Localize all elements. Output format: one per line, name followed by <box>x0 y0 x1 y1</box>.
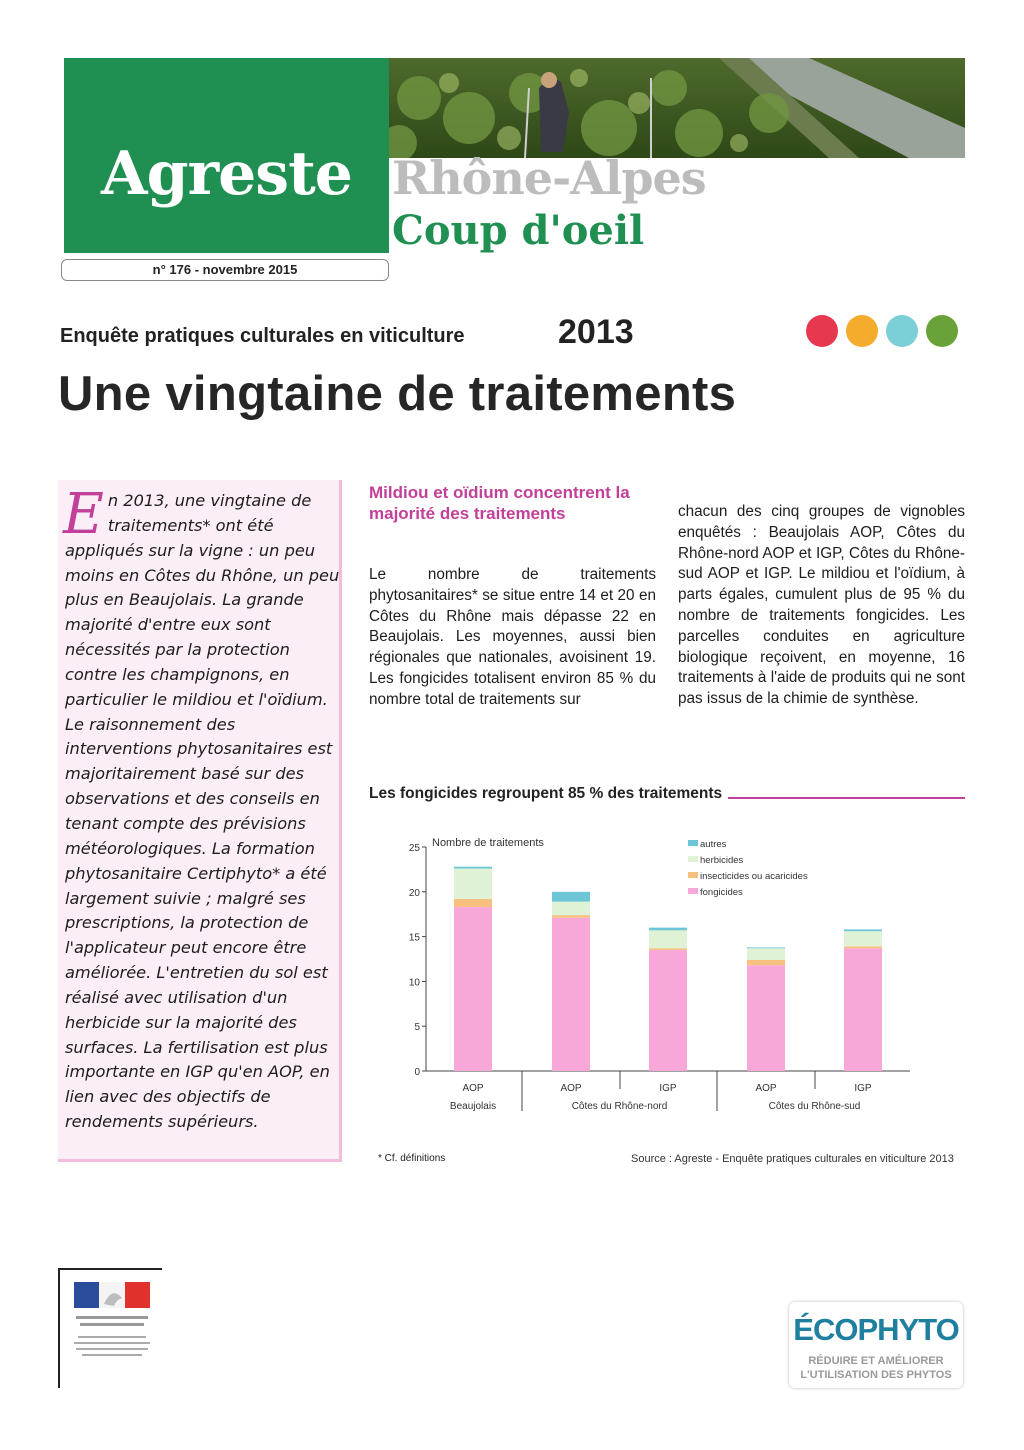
bar-herbicides <box>552 902 590 915</box>
legend-swatch <box>688 840 698 846</box>
y-tick-label: 5 <box>414 1022 420 1034</box>
french-flag-icon <box>74 1282 150 1308</box>
legend-label: insecticides ou acaricides <box>700 871 808 882</box>
dot-cyan-icon <box>886 315 918 347</box>
y-axis-label: Nombre de traitements <box>432 837 544 849</box>
article-heading: Mildiou et oïdium concentrent la majorité des traitements <box>369 483 630 523</box>
bar-herbicides <box>747 948 785 960</box>
legend-label: autres <box>700 839 727 850</box>
bar-autres <box>747 947 785 948</box>
ecophyto-tagline-1: RÉDUIRE ET AMÉLIORER <box>808 1355 944 1367</box>
ecophyto-tagline-2: L'UTILISATION DES PHYTOS <box>800 1369 952 1381</box>
bar-herbicides <box>844 931 882 946</box>
brand-region: Rhône-Alpes <box>392 151 706 205</box>
dot-red-icon <box>806 315 838 347</box>
y-tick-label: 10 <box>408 977 420 989</box>
y-tick-label: 15 <box>408 932 420 944</box>
bar-insecticides-ou-acaricides <box>844 946 882 948</box>
bar-autres <box>844 929 882 931</box>
legend-label: herbicides <box>700 855 744 866</box>
dot-green-icon <box>926 315 958 347</box>
legend-swatch <box>688 888 698 894</box>
bar-fongicides <box>747 965 785 1071</box>
legend-label: fongicides <box>700 887 743 898</box>
legend-swatch <box>688 872 698 878</box>
brand-series: Coup d'oeil <box>392 207 645 254</box>
x-tick-label: AOP <box>560 1083 582 1094</box>
x-group-label: Côtes du Rhône-nord <box>571 1101 668 1112</box>
legend-swatch <box>688 856 698 862</box>
bar-autres <box>454 867 492 869</box>
article-column-2: chacun des cinq groupes de vignobles enquêtés : Beaujolais AOP, Côtes du Rhône-nord AOP et IGP, Côtes du Rhône-sud AOP et IGP. Le mildiou et l'oïdium, à parts égales, cumulent plus de 95 % du nombre de traitements fongicides. Les parcelles conduites en agriculture biologique reçoivent, en moyenne, 16 traitements à l'aide de produits qui ne sont pas issus de la chimie de synthèse. <box>678 503 965 708</box>
x-group-label: Côtes du Rhône-sud <box>768 1101 861 1112</box>
summary-text <box>63 482 343 1135</box>
bar-insecticides-ou-acaricides <box>747 960 785 965</box>
survey-title: Enquête pratiques culturales en viticulture <box>60 325 465 347</box>
bar-autres <box>552 892 590 902</box>
survey-year: 2013 <box>558 313 634 351</box>
dot-orange-icon <box>846 315 878 347</box>
y-tick-label: 25 <box>408 843 420 854</box>
bar-autres <box>649 928 687 931</box>
bar-herbicides <box>649 930 687 948</box>
x-tick-label: IGP <box>659 1083 677 1094</box>
chart-title: Les fongicides regroupent 85 % des traitements <box>369 784 728 804</box>
bar-insecticides-ou-acaricides <box>649 948 687 950</box>
drop-cap: E <box>63 482 104 547</box>
bar-fongicides <box>649 950 687 1071</box>
bar-fongicides <box>844 948 882 1071</box>
main-title: Une vingtaine de traitements <box>58 367 737 421</box>
bar-fongicides <box>454 907 492 1071</box>
ecophyto-wordmark: ÉCOPHYTO <box>793 1312 959 1347</box>
bar-insecticides-ou-acaricides <box>454 899 492 907</box>
x-tick-label: AOP <box>462 1083 484 1094</box>
y-tick-label: 20 <box>408 887 420 899</box>
summary-body: n 2013, une vingtaine de traitements* ont été appliqués sur la vigne : un peu moins en Côtes du Rhône, un peu plus en Beaujolais. La grande majorité d'entre eux sont nécessités par la protection contre les champignons, en particulier le mildiou et l'oïdium. Le raisonnement des interventions phytosanitaires est majoritairement basé sur des observations et des conseils en tenant compte des prévisions météorologiques. La formation phytosanitaire Certiphyto* a été largement suivie ; malgré ses prescriptions, la protection de l'applicateur peut encore être améliorée. L'entretien du sol est réalisé avec utilisation d'un herbicide sur la majorité des surfaces. La fertilisation est plus importante en IGP qu'en AOP, en lien avec des objectifs de rendements supérieurs. <box>65 491 340 1132</box>
y-tick-label: 0 <box>414 1067 420 1078</box>
x-tick-label: AOP <box>755 1083 777 1094</box>
bar-insecticides-ou-acaricides <box>552 915 590 918</box>
article-column-1: Le nombre de traitements phytosanitaires* se situe entre 14 et 20 en Côtes du Rhône mais dépasse 22 en Beaujolais. Les moyennes, aussi bien régionales que nationales, avoisinent 19. Les fongicides totalisent environ 85 % du nombre total de traitements sur <box>369 566 656 708</box>
ministry-logo-text-icon <box>70 1314 154 1360</box>
x-group-label: Beaujolais <box>449 1101 497 1112</box>
source-note: Source : Agreste - Enquête pratiques culturales en viticulture 2013 <box>631 1153 954 1165</box>
ministry-logo <box>58 1268 162 1388</box>
bar-fongicides <box>552 918 590 1071</box>
footnote: * Cf. définitions <box>378 1153 446 1164</box>
brand-agreste: Agreste <box>101 139 352 209</box>
ecophyto-logo <box>789 1302 963 1388</box>
x-tick-label: IGP <box>854 1083 872 1094</box>
header-vineyard-photo <box>389 58 965 158</box>
issue-number: n° 176 - novembre 2015 <box>61 259 389 281</box>
bar-herbicides <box>454 869 492 899</box>
stacked-bar-chart <box>380 825 970 1125</box>
